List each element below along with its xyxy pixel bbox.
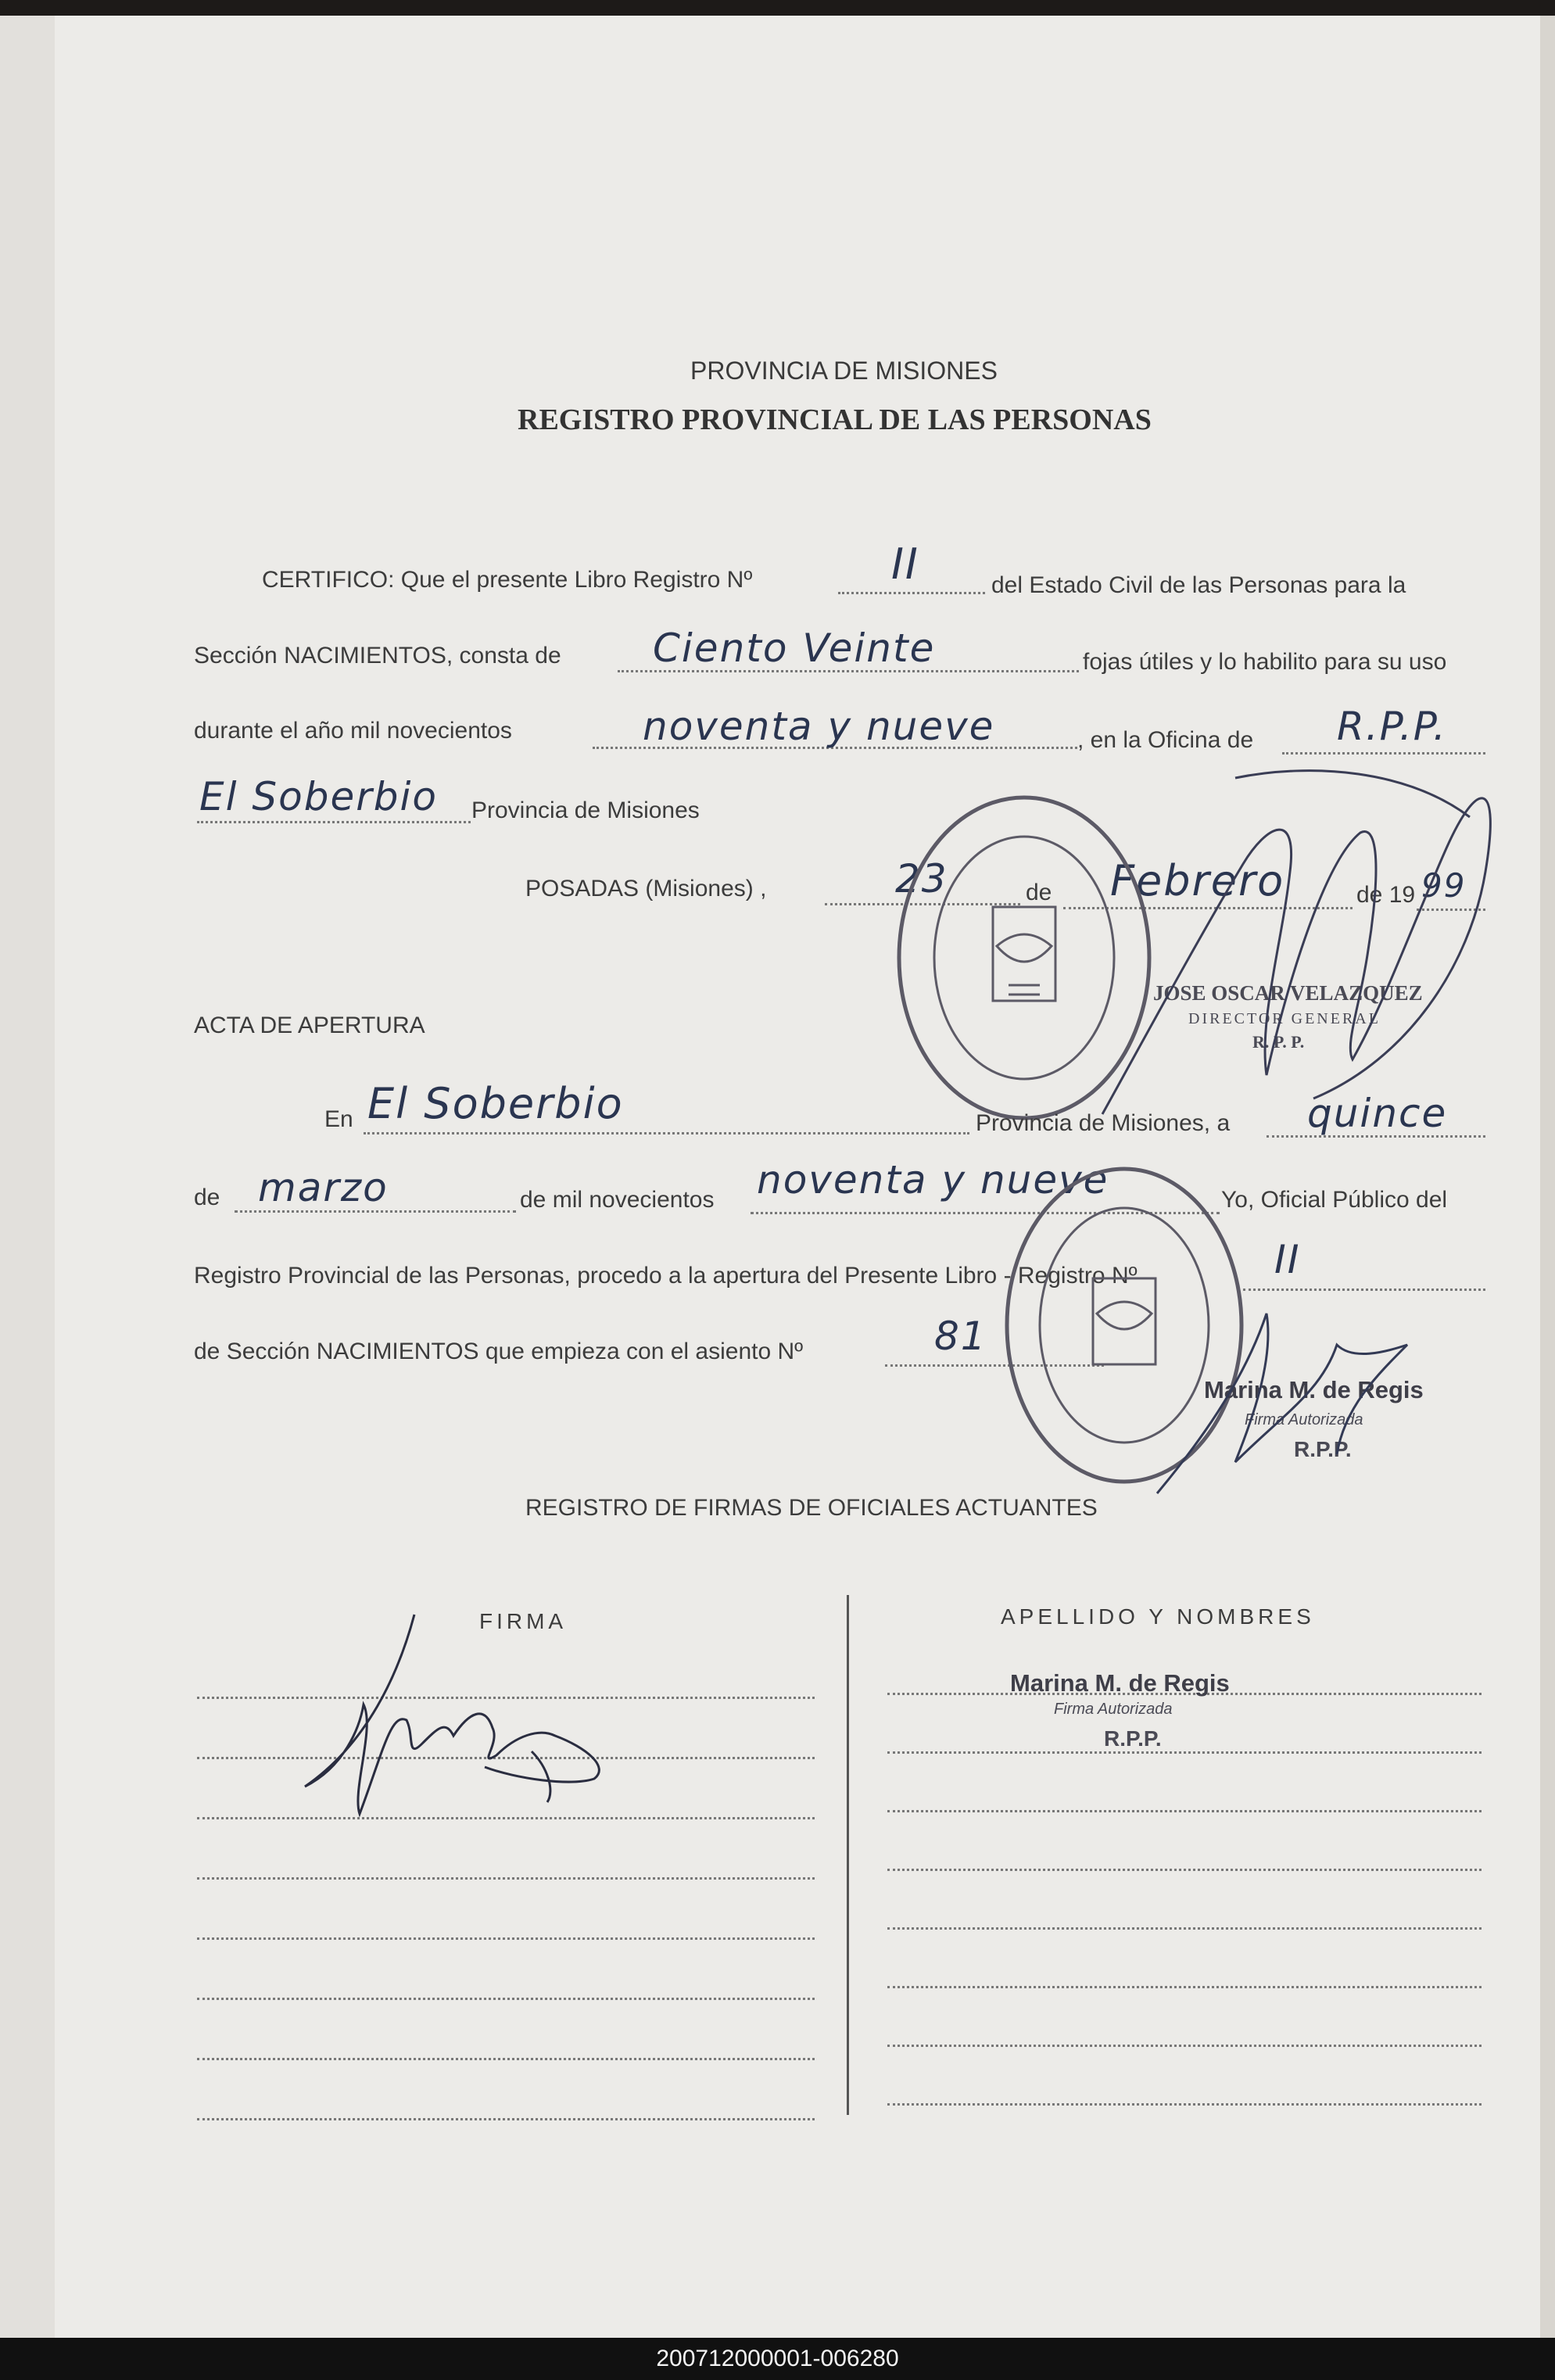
director-org: R. P. P. [1252, 1032, 1305, 1052]
cert-line1-b: del Estado Civil de las Personas para la [991, 572, 1406, 598]
registry-title: REGISTRO PROVINCIAL DE LAS PERSONAS [518, 403, 1152, 436]
acta-mil: de mil novecientos [520, 1187, 715, 1213]
col-nombres: APELLIDO Y NOMBRES [1001, 1604, 1315, 1629]
dotted-line [235, 1210, 516, 1213]
nombres-row [887, 2103, 1482, 2106]
cert-line1-a: CERTIFICO: Que el presente Libro Registro Nº [262, 567, 753, 593]
nombres-entry-role: Firma Autorizada [1054, 1701, 1173, 1718]
official-signature-icon [1149, 1298, 1431, 1501]
acta-heading: ACTA DE APERTURA [194, 1013, 425, 1038]
dotted-line [1243, 1289, 1485, 1291]
acta-book-no-handwritten: II [1274, 1237, 1301, 1282]
nombres-row [887, 2045, 1482, 2047]
firma-row [197, 2118, 815, 2120]
dotted-line [838, 592, 985, 594]
official-stamp-role: Firma Autorizada [1245, 1411, 1363, 1428]
acta-year-handwritten: noventa y nueve [757, 1157, 1109, 1203]
province-heading: PROVINCIA DE MISIONES [690, 357, 998, 385]
firma-row [197, 1877, 815, 1880]
cert-day-handwritten: 23 [895, 856, 948, 901]
cert-de2: de 19 [1356, 882, 1416, 908]
page-right-edge [1540, 16, 1555, 2338]
acta-line4: de Sección NACIMIENTOS que empieza con el asiento Nº [194, 1339, 804, 1364]
firma-row [197, 1998, 815, 2000]
firma-row [197, 1937, 815, 1940]
nombres-entry-org: R.P.P. [1104, 1726, 1162, 1751]
nombres-row [887, 1751, 1482, 1754]
nombres-row [887, 1869, 1482, 1871]
archive-id-footer: 200712000001-006280 [0, 2338, 1555, 2380]
director-signature-icon [1079, 747, 1501, 1138]
nombres-entry-name: Marina M. de Regis [1010, 1669, 1230, 1697]
firma-row [197, 2058, 815, 2060]
cert-line4-b: Provincia de Misiones [471, 798, 700, 823]
official-stamp-org: R.P.P. [1294, 1437, 1352, 1461]
director-name: JOSE OSCAR VELAZQUEZ [1153, 981, 1423, 1005]
cert-pages-handwritten: Ciento Veinte [653, 625, 936, 671]
cert-month-handwritten: Febrero [1110, 856, 1285, 905]
cert-line3-a: durante el año mil novecientos [194, 718, 512, 744]
col-firma: FIRMA [479, 1609, 568, 1633]
page-left-edge [0, 16, 55, 2338]
nombres-row [887, 1810, 1482, 1812]
acta-month-handwritten: marzo [258, 1165, 389, 1210]
acta-entry-no-handwritten: 81 [934, 1314, 987, 1359]
cert-line2-b: fojas útiles y lo habilito para su uso [1083, 649, 1447, 675]
acta-line3: Registro Provincial de las Personas, procedo a la apertura del Presente Libro - Registro Nº [194, 1263, 1138, 1289]
cert-line3-b: , en la Oficina de [1077, 727, 1254, 753]
acta-provincia: Provincia de Misiones, a [976, 1110, 1231, 1136]
firma-signature-icon [297, 1611, 625, 1822]
firmas-heading: REGISTRO DE FIRMAS DE OFICIALES ACTUANTES [525, 1495, 1098, 1521]
cert-line2-a: Sección NACIMIENTOS, consta de [194, 643, 561, 668]
nombres-row [887, 1986, 1482, 1988]
acta-de: de [194, 1185, 220, 1210]
acta-yo: Yo, Oficial Público del [1221, 1187, 1448, 1213]
acta-day-handwritten: quince [1307, 1091, 1448, 1136]
cert-place: POSADAS (Misiones) , [525, 876, 767, 901]
official-stamp-name: Marina M. de Regis [1204, 1376, 1424, 1403]
column-divider [847, 1595, 849, 2115]
acta-place-handwritten: El Soberbio [367, 1079, 624, 1128]
cert-book-no: II [891, 539, 919, 589]
cert-office-handwritten: R.P.P. [1337, 704, 1447, 749]
cert-office-place-handwritten: El Soberbio [199, 774, 438, 819]
cert-de1: de [1026, 880, 1052, 905]
cert-year-handwritten: noventa y nueve [643, 704, 995, 749]
nombres-row [887, 1927, 1482, 1930]
acta-en: En [324, 1106, 353, 1132]
dotted-line [197, 821, 471, 823]
dotted-line [364, 1132, 969, 1134]
cert-year-digits-handwritten: 99 [1421, 866, 1467, 905]
director-role: DIRECTOR GENERAL [1188, 1010, 1381, 1027]
